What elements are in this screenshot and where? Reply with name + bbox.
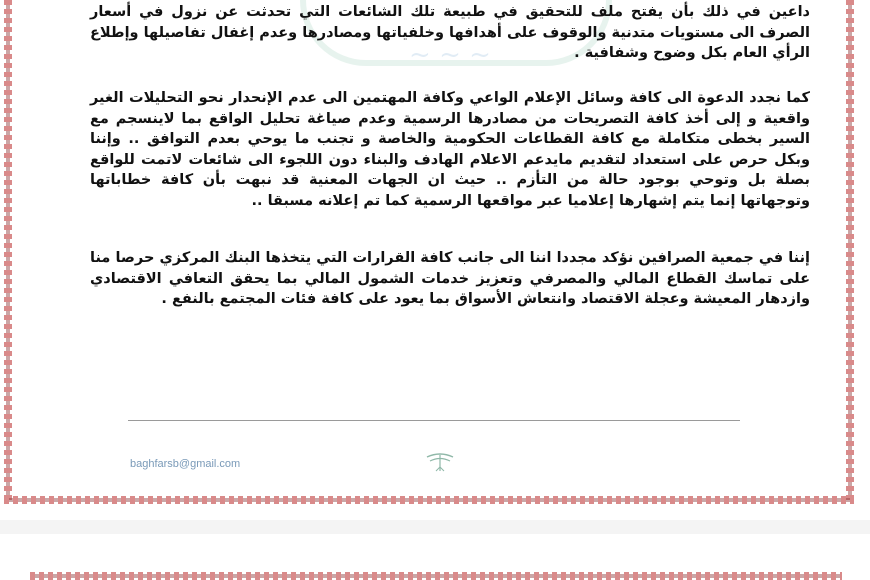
footer-email: baghfarsb@gmail.com — [130, 458, 241, 470]
right-border — [846, 0, 854, 500]
paragraph-3: إننا في جمعية الصرافين نؤكد مجددا اننا الى جانب كافة القرارات التي يتخذها البنك المركزي حرصا منا على تماسك القطاع المالي والمصرفي وتعزيز خدمات الشمول المالي بما يحقق التعافي الاقتصادي وازدهار المعيشة وعجلة الاقتصاد وانتعاش الأسواق بما يعود على كافة فئات المجتمع بالنفع . — [90, 250, 810, 307]
next-page-top-border — [30, 572, 842, 580]
left-border — [4, 0, 12, 500]
paragraph-1: داعين في ذلك بأن يفتح ملف للتحقيق في طبيعة تلك الشائعات التي تحدثت عن نزول في أسعار الصرف الى مستويات متدنية والوقوف على أهدافها وخلفياتها ومصادرها وعدم إغفال تفاصيلها وإطلاع الرأي العام بكل وضوح وشفافية . — [90, 4, 810, 61]
next-page — [0, 534, 870, 580]
bottom-border — [4, 496, 854, 504]
footer-divider — [128, 420, 740, 421]
watermark-text: ~ ~ ~ — [409, 40, 491, 70]
bird-logo-icon — [425, 449, 455, 475]
paragraph-2: كما نجدد الدعوة الى كافة وسائل الإعلام الواعي وكافة المهتمين الى عدم الإنحدار نحو التحليلات الغير واقعية و إلى أخذ كافة التصريحات من مصادرها الرسمية وعدم صياغة تحليل الواقع بما لاينسجم مع السير بخطى متكاملة مع كافة القطاعات الحكومية والخاصة و تجنب ما يوحي بعدم التوافق .. وإننا وبكل حرص على استعداد لتقديم مايدعم الاعلام الهادف والبناء دون اللجوء الى شائعات لاتمت للواقع بصلة بل وتوحي بوجود حالة من التأزم .. حيث ان الجهات المعنية قد نبهت بأن كافة خطاباتها وتوجهاتها إنما يتم إشهارها إعلاميا عبر مواقعها الرسمية كما تم إعلانه مسبقا .. — [90, 90, 810, 209]
